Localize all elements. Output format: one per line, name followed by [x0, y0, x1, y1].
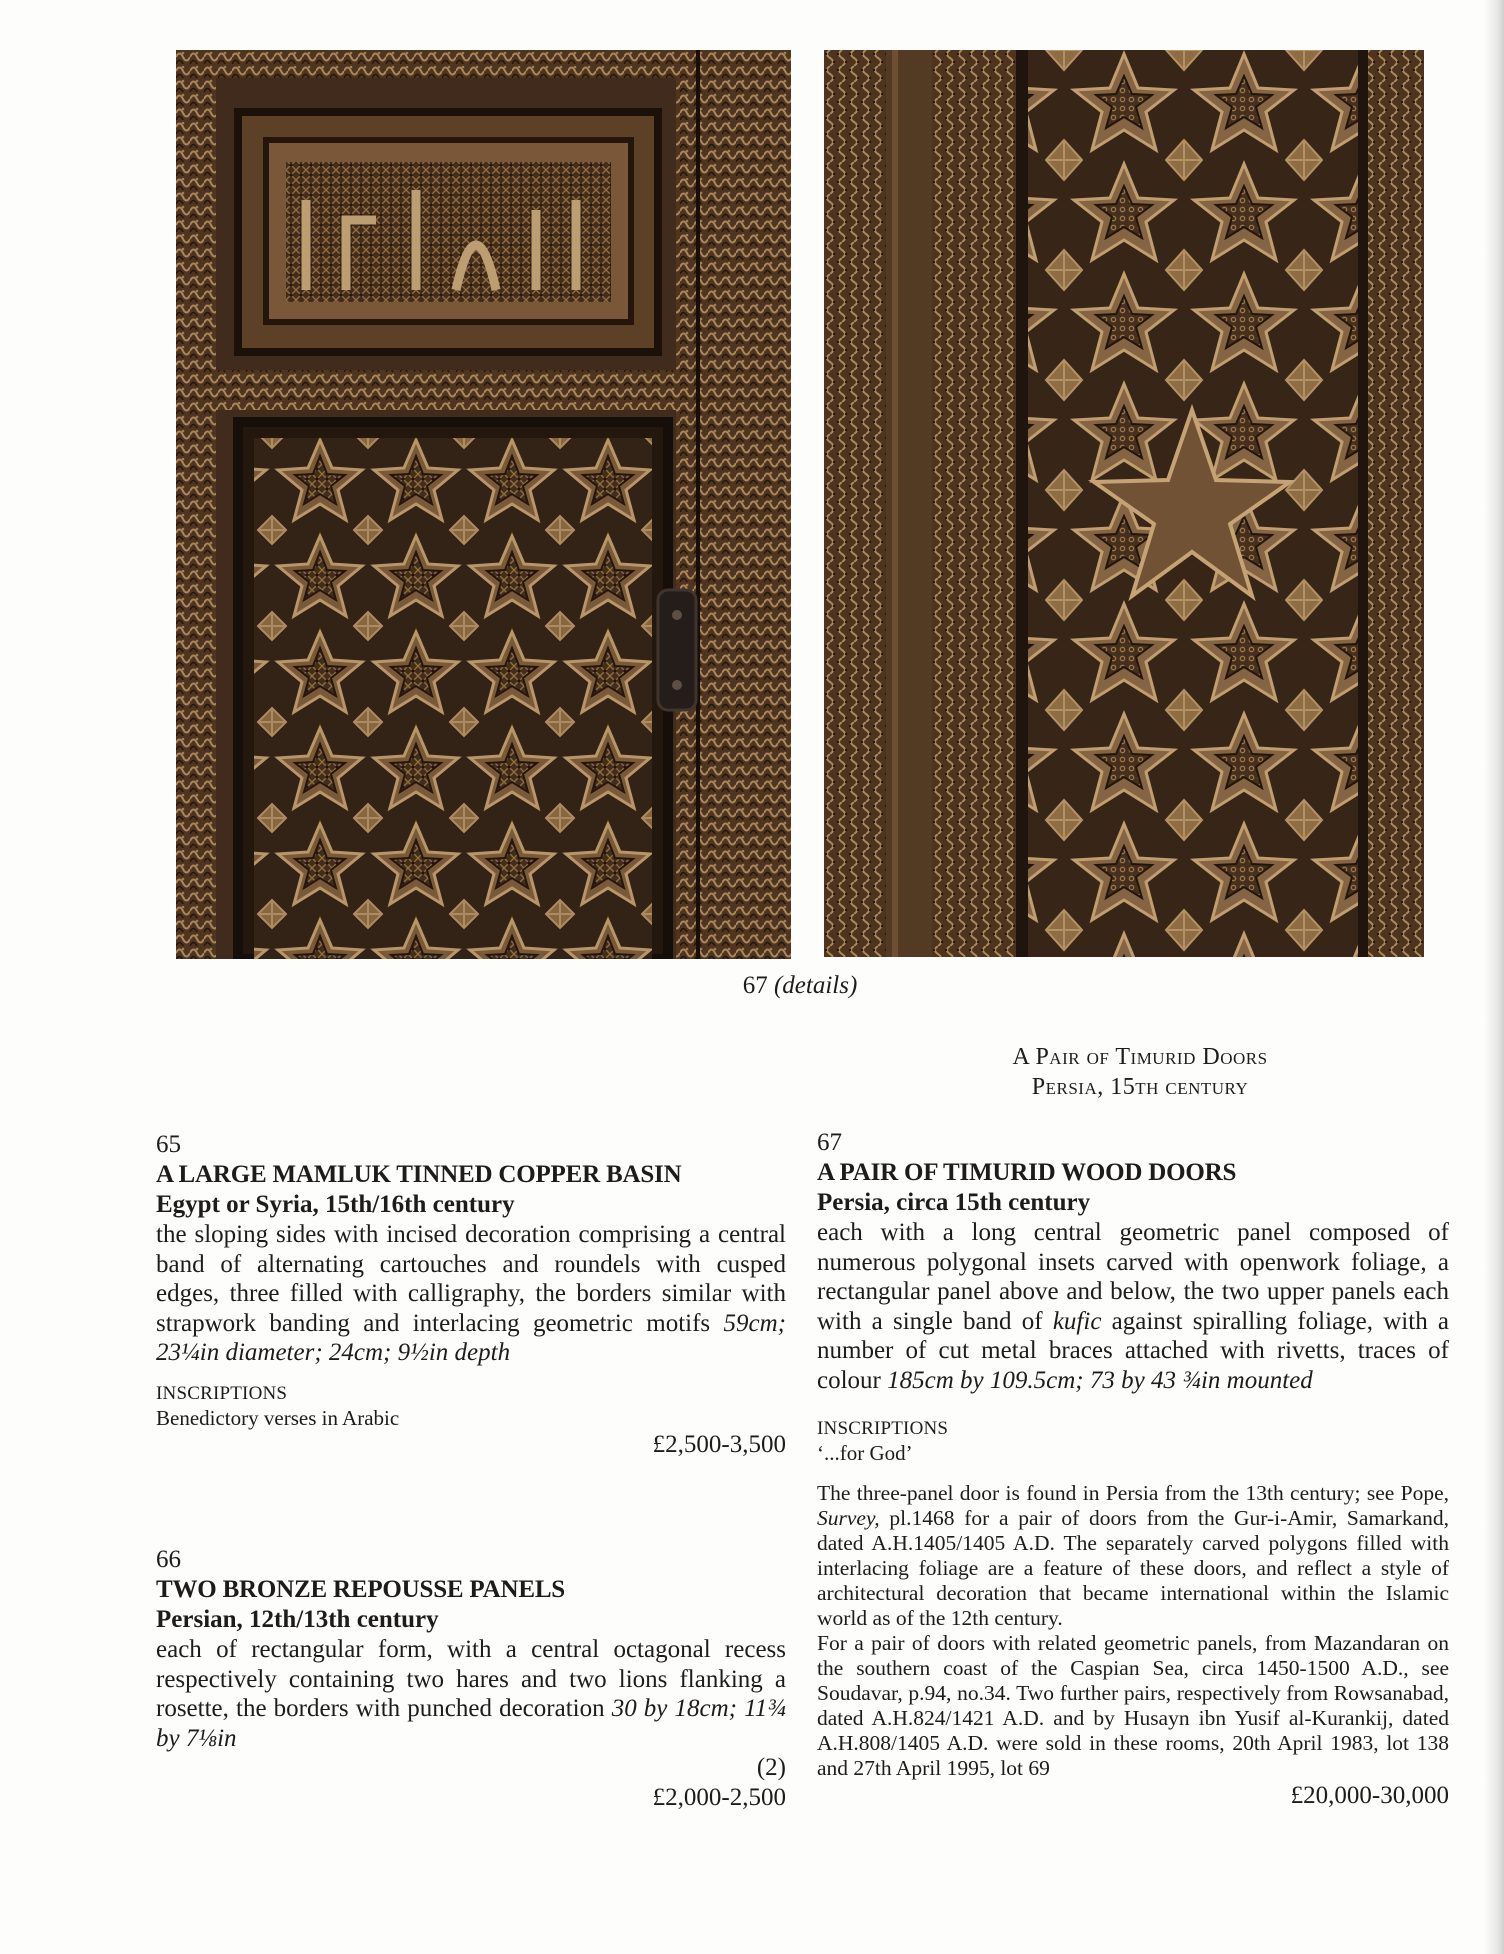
- inscriptions-heading: INSCRIPTIONS: [817, 1418, 949, 1439]
- lot-entry-67: [817, 1128, 1449, 1811]
- door-detail-photo-left: [176, 50, 791, 959]
- figure-caption: [0, 972, 1504, 1000]
- note1-survey: Survey,: [817, 1506, 880, 1530]
- lot-description-kufic: kufic: [1052, 1307, 1102, 1335]
- inscriptions-text: Benedictory verses in Arabic: [156, 1405, 400, 1430]
- plate-title-line2: Persia, 15th century: [1031, 1074, 1249, 1100]
- door-detail-photo-right: [824, 50, 1424, 957]
- lot-description-text: the sloping sides with incised decoration comprising a central band of alternating cartouches and roundels with cusped edges, three filled with calligraphy, the borders similar with strapwork banding and interlacing geometric motifs: [156, 1221, 786, 1337]
- lot-description-part1: each with a long central geometric panel composed of numerous polygonal insets carved with openwork foliage, a rectangular panel above and below, the two upper panels each with a single band of: [817, 1219, 1449, 1335]
- lot-entry-65: [156, 1130, 786, 1460]
- plate-title: [930, 1042, 1350, 1102]
- lot-number: 67: [817, 1129, 842, 1156]
- lot-description-text: each of rectangular form, with a central octagonal recess respectively containing two hares and two lions flanking a rosette, the borders with punched decoration: [156, 1636, 786, 1722]
- note1-text-a: The three-panel door is found in Persia from the 13th century; see Pope,: [817, 1481, 1449, 1505]
- lot-description: [156, 1635, 786, 1753]
- lot-estimate: £2,000-2,500: [652, 1783, 786, 1811]
- lot-title: A LARGE MAMLUK TINNED COPPER BASIN: [156, 1161, 682, 1188]
- lot-number: 65: [156, 1131, 181, 1158]
- lot-description: [817, 1218, 1449, 1395]
- lot-estimate: £2,500-3,500: [652, 1430, 786, 1458]
- lot-origin: Persia, circa 15th century: [817, 1189, 1091, 1216]
- lot-description: [156, 1220, 786, 1368]
- lot-number: 66: [156, 1546, 181, 1573]
- caption-detail: (details): [773, 972, 858, 999]
- lot-quantity: (2): [756, 1754, 786, 1781]
- lot-estimate: £20,000-30,000: [1290, 1782, 1449, 1809]
- lot-note-1: [817, 1481, 1449, 1631]
- lot-measurements: 185cm by 109.5cm; 73 by 43 ¾in mounted: [887, 1366, 1313, 1394]
- note1-text-b: pl.1468 for a pair of doors from the Gur-i-Amir, Samarkand, dated A.H.1405/1405 A.D. The separately carved polygons filled with interlacing foliage are a feature of these doors, and reflect a style of architectural decoration that became international within the Islamic world as of the 12th century.: [817, 1506, 1450, 1630]
- lot-quantity-line: [156, 1753, 786, 1783]
- lot-origin: Egypt or Syria, 15th/16th century: [156, 1191, 515, 1218]
- inscriptions-heading: INSCRIPTIONS: [156, 1382, 288, 1404]
- lot-measurements: 59cm; 23¼in diameter; 24cm; 9½in depth: [156, 1309, 786, 1366]
- lot-note-2: For a pair of doors with related geometric panels, from Mazandaran on the southern coast of the Caspian Sea, circa 1450-1500 A.D., see Soudavar, p.94, no.34. Two further pairs, respectively from Rowsanabad, dated A.H.824/1421 A.D. and by Husayn ibn Yusif al-Kurankij, dated A.H.808/1405 A.D. were sold in these rooms, 20th April 1983, lot 138 and 27th April 1995, lot 69: [817, 1631, 1449, 1780]
- plate-title-line1: A Pair of Timurid Doors: [1012, 1044, 1268, 1070]
- lot-title: TWO BRONZE REPOUSSE PANELS: [156, 1576, 566, 1603]
- lot-description-part2: against spiralling foliage, with a number of cut metal braces attached with rivetts, traces of colour: [817, 1307, 1450, 1394]
- lot-measurements: 30 by 18cm; 11¾ by 7⅛in: [156, 1695, 786, 1752]
- inscriptions-text: ‘...for God’: [817, 1441, 913, 1465]
- lot-title: A PAIR OF TIMURID WOOD DOORS: [817, 1159, 1237, 1186]
- lot-entry-66: [156, 1545, 786, 1813]
- lot-origin: Persian, 12th/13th century: [156, 1606, 439, 1633]
- caption-number: 67: [742, 972, 768, 999]
